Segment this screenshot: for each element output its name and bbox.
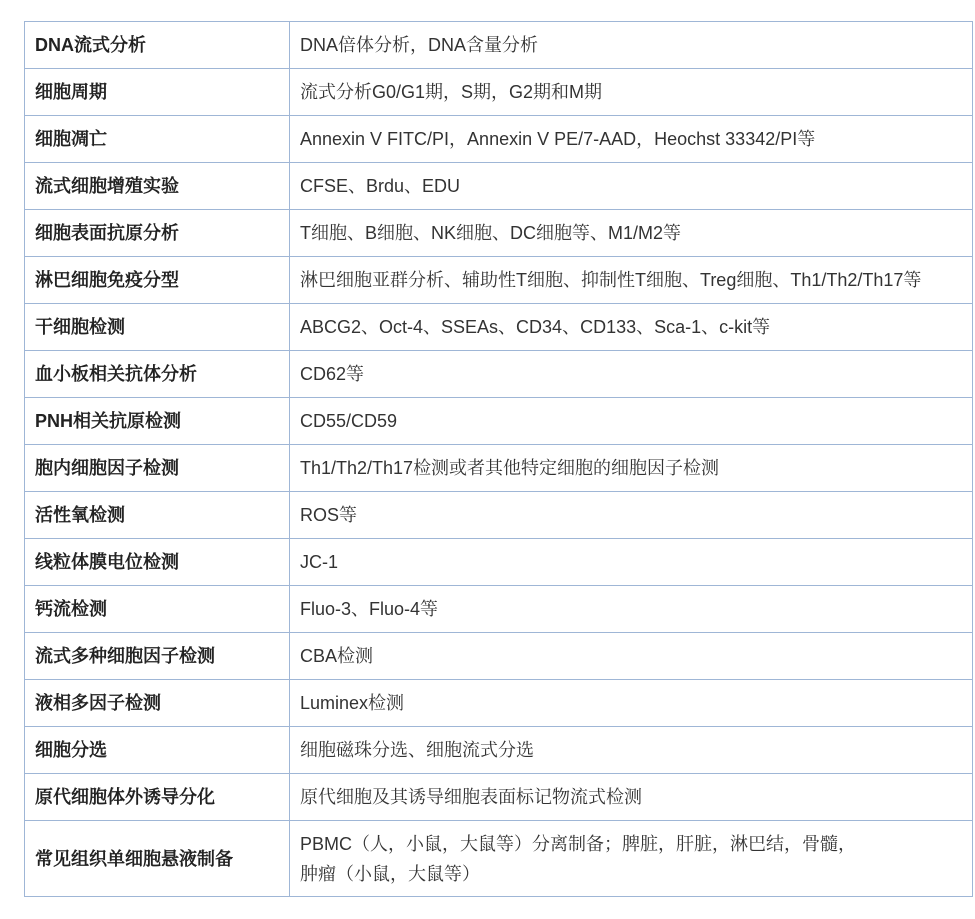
table-row [25,727,973,774]
row-item-label: 流式细胞增殖实验 [25,163,290,210]
row-item-detail: ABCG2、Oct-4、SSEAs、CD34、CD133、Sca-1、c-kit等 [290,304,973,351]
row-item-label: 流式多种细胞因子检测 [25,633,290,680]
row-item-detail: CFSE、Brdu、EDU [290,163,973,210]
row-item-detail: Luminex检测 [290,680,973,727]
table-row [25,351,973,398]
table-row [25,69,973,116]
table-row [25,257,973,304]
row-item-label: 液相多因子检测 [25,680,290,727]
row-item-label: 淋巴细胞免疫分型 [25,257,290,304]
table-row [25,492,973,539]
row-item-label: 常见组织单细胞悬液制备 [25,821,290,897]
table-row [25,774,973,821]
row-item-label: 干细胞检测 [25,304,290,351]
row-item-detail-line: PBMC（人，小鼠，大鼠等）分离制备；脾脏，肝脏，淋巴结，骨髓， [300,833,857,854]
table-row [25,163,973,210]
row-item-label: 细胞凋亡 [25,116,290,163]
table-row [25,445,973,492]
row-item-detail: 流式分析G0/G1期，S期，G2期和M期 [290,69,973,116]
table-row [25,210,973,257]
row-item-label: DNA流式分析 [25,22,290,69]
row-item-detail: CD55/CD59 [290,398,973,445]
row-item-detail: Annexin V FITC/PI，Annexin V PE/7-AAD，Heochst 33342/PI等 [290,116,973,163]
row-item-detail: ROS等 [290,492,973,539]
table-row [25,821,973,897]
table-row [25,116,973,163]
row-item-label: 细胞周期 [25,69,290,116]
row-item-detail: JC-1 [290,539,973,586]
table-row [25,539,973,586]
row-item-label: 原代细胞体外诱导分化 [25,774,290,821]
row-item-label: 活性氧检测 [25,492,290,539]
table-row [25,586,973,633]
row-item-detail: 原代细胞及其诱导细胞表面标记物流式检测 [290,774,973,821]
row-item-detail: DNA倍体分析，DNA含量分析 [290,22,973,69]
row-item-label: 细胞表面抗原分析 [25,210,290,257]
table-row [25,304,973,351]
row-item-label: 血小板相关抗体分析 [25,351,290,398]
row-item-detail [290,821,973,897]
row-item-label: PNH相关抗原检测 [25,398,290,445]
row-item-detail: 淋巴细胞亚群分析、辅助性T细胞、抑制性T细胞、Treg细胞、Th1/Th2/Th17等 [290,257,973,304]
service-table-container [24,21,952,897]
row-item-label: 胞内细胞因子检测 [25,445,290,492]
row-item-label: 钙流检测 [25,586,290,633]
row-item-label: 线粒体膜电位检测 [25,539,290,586]
table-row [25,398,973,445]
table-row [25,633,973,680]
row-item-detail: CBA检测 [290,633,973,680]
table-row [25,22,973,69]
row-item-detail-line: 肿瘤（小鼠，大鼠等） [300,863,480,884]
row-item-detail: T细胞、B细胞、NK细胞、DC细胞等、M1/M2等 [290,210,973,257]
row-item-label: 细胞分选 [25,727,290,774]
row-item-detail: CD62等 [290,351,973,398]
service-table [24,21,973,897]
row-item-detail: Fluo-3、Fluo-4等 [290,586,973,633]
row-item-detail: 细胞磁珠分选、细胞流式分选 [290,727,973,774]
table-row [25,680,973,727]
row-item-detail: Th1/Th2/Th17检测或者其他特定细胞的细胞因子检测 [290,445,973,492]
